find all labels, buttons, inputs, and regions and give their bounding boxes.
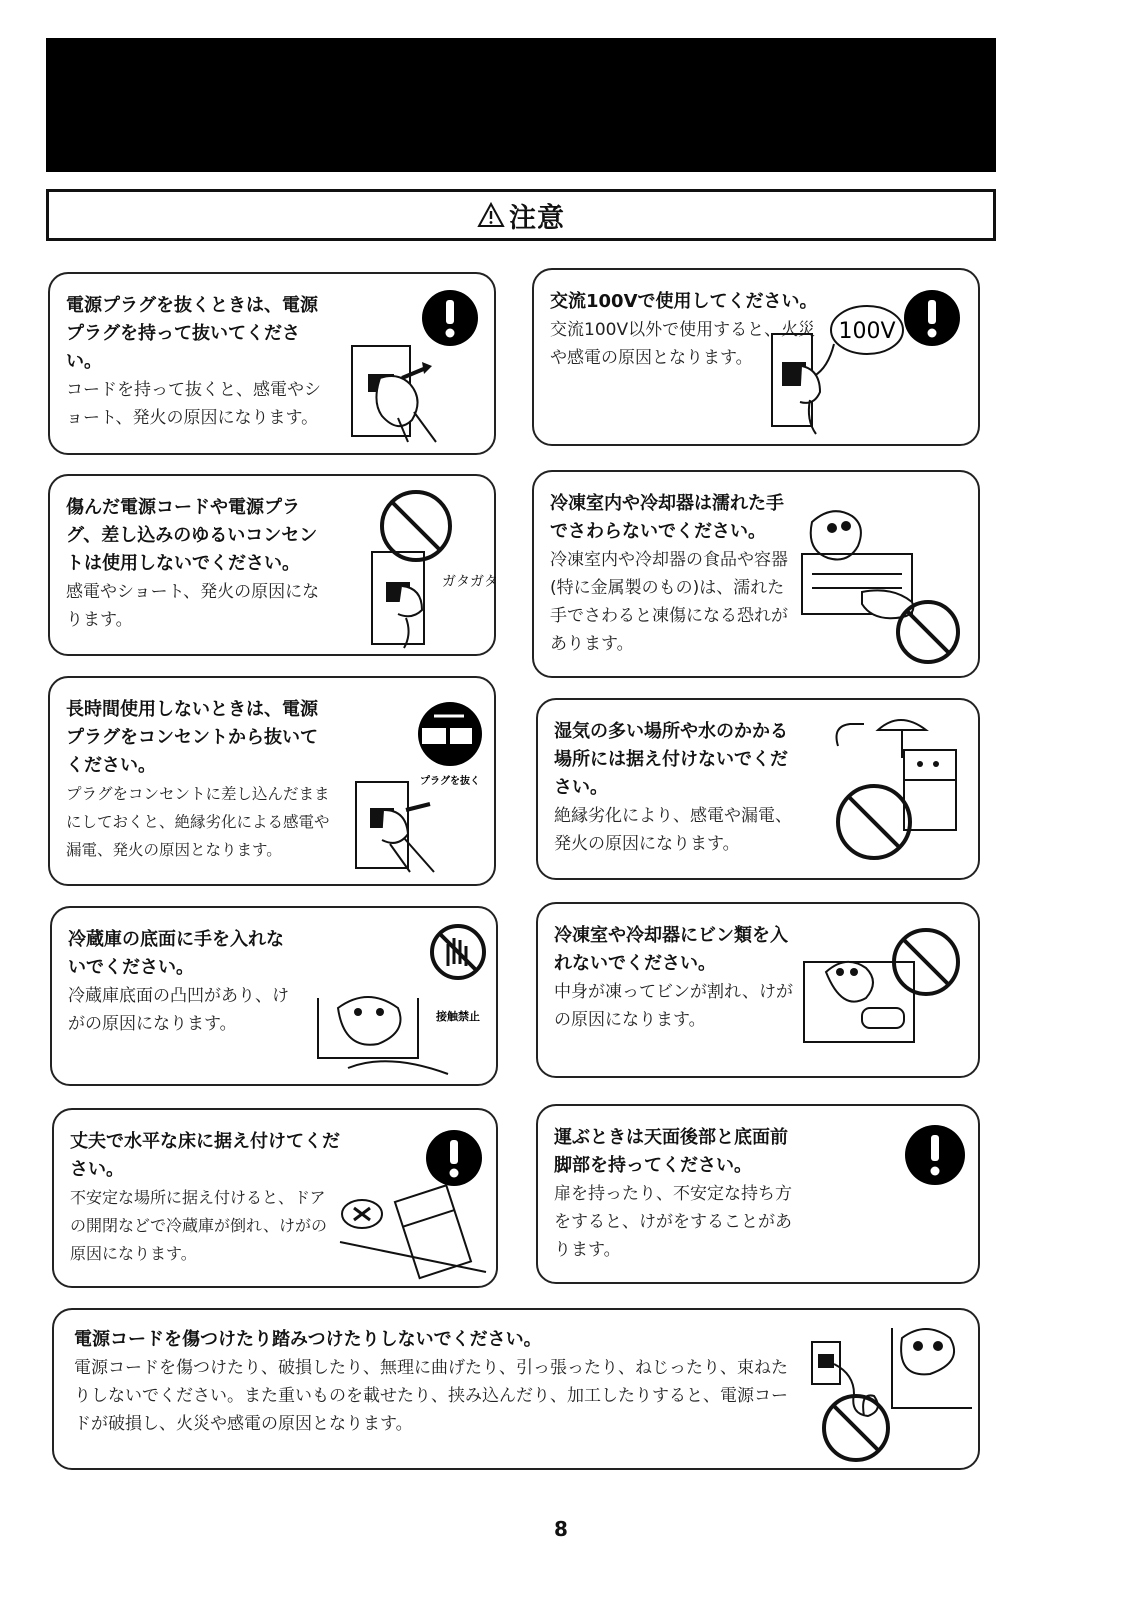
header-black-bar	[46, 38, 996, 172]
card-heading: 傷んだ電源コードや電源プラグ、差し込みのゆるいコンセントは使用しないでください。	[66, 497, 318, 574]
card-heading: 丈夫で水平な床に据え付けてください。	[70, 1131, 340, 1180]
caution-card-damaged-cord	[48, 474, 496, 656]
rattle-label: ガタガタ	[442, 574, 498, 590]
damaged-power-cord-illustration	[806, 1318, 976, 1468]
card-body: プラグをコンセントに差し込んだままにしておくと、絶縁劣化による感電や漏電、発火の原因となります。	[66, 785, 330, 859]
unplug-by-plug-illustration	[340, 286, 490, 446]
mandatory-action-icon	[900, 1120, 970, 1190]
card-heading: 長時間使用しないときは、電源プラグをコンセントから抜いてください。	[66, 699, 318, 776]
card-body: 電源コードを傷つけたり、破損したり、無理に曲げたり、引っ張ったり、ねじったり、束ねたりしないでください。また重いものを載せたり、挟み込んだり、加工したりすると、電源コードが破損し、火災や感電の原因となります。	[74, 1358, 788, 1434]
unplug-label: プラグを抜く	[420, 776, 480, 787]
card-heading: 湿気の多い場所や水のかかる場所には据え付けないでください。	[554, 721, 788, 798]
card-heading: 交流100Vで使用してください。	[550, 291, 818, 312]
card-body: 交流100V以外で使用すると、火災や感電の原因となります。	[550, 320, 816, 368]
unplug-illustration	[350, 692, 494, 878]
level-floor-illustration	[336, 1122, 492, 1282]
caution-card-hand-under-fridge	[50, 906, 498, 1086]
ac100v-illustration	[762, 282, 972, 442]
warning-triangle-icon	[477, 202, 505, 228]
caution-card-carrying	[536, 1104, 980, 1284]
card-body: 不安定な場所に据え付けると、ドアの開閉などで冷蔵庫が倒れ、けがの原因になります。	[70, 1188, 327, 1263]
caution-card-unplug-holding-plug	[48, 272, 496, 455]
no-touch-label: 接触禁止	[436, 1010, 480, 1023]
caution-card-ac100v	[532, 268, 980, 446]
caution-banner	[46, 189, 996, 241]
bottle-freezer-illustration	[796, 922, 976, 1072]
card-body: 中身が凍ってビンが割れ、けがの原因になります。	[554, 982, 794, 1030]
damaged-cord-illustration	[350, 486, 498, 652]
card-heading: 運ぶときは天面後部と底面前脚部を持ってください。	[554, 1127, 788, 1176]
hand-under-fridge-illustration	[288, 918, 492, 1082]
card-heading: 電源プラグを抜くときは、電源プラグを持って抜いてください。	[66, 295, 318, 372]
card-heading: 冷蔵庫の底面に手を入れないでください。	[68, 929, 284, 978]
caution-card-humid-location	[536, 698, 980, 880]
caution-title-text: 注意	[509, 202, 565, 234]
page-number: 8	[554, 1517, 568, 1541]
card-body: 絶縁劣化により、感電や漏電、発火の原因になります。	[554, 806, 792, 854]
voltage-label: 100V	[838, 319, 896, 344]
card-heading: 冷凍室や冷却器にビン類を入れないでください。	[554, 925, 788, 974]
card-body: コードを持って抜くと、感電やショート、発火の原因になります。	[66, 380, 321, 428]
caution-card-unplug-long-unused	[48, 676, 496, 886]
caution-card-bottles-in-freezer	[536, 902, 980, 1078]
card-body: 冷凍室内や冷却器の食品や容器(特に金属製のもの)は、濡れた手でさわると凍傷になる恐れがあります。	[550, 550, 788, 654]
caution-card-power-cord	[52, 1308, 980, 1470]
card-body: 冷蔵庫底面の凸凹があり、けがの原因になります。	[68, 986, 289, 1034]
caution-card-level-floor	[52, 1108, 498, 1288]
card-heading: 冷凍室内や冷却器は濡れた手でさわらないでください。	[550, 493, 784, 542]
humid-place-illustration	[808, 710, 974, 876]
wet-hand-freezer-illustration	[792, 492, 972, 672]
caution-heading	[477, 196, 565, 235]
card-body: 感電やショート、発火の原因になります。	[66, 582, 320, 630]
caution-card-wet-hands-freezer	[532, 470, 980, 678]
card-body: 扉を持ったり、不安定な持ち方をすると、けがをすることがあります。	[554, 1184, 792, 1260]
card-heading: 電源コードを傷つけたり踏みつけたりしないでください。	[74, 1329, 542, 1350]
